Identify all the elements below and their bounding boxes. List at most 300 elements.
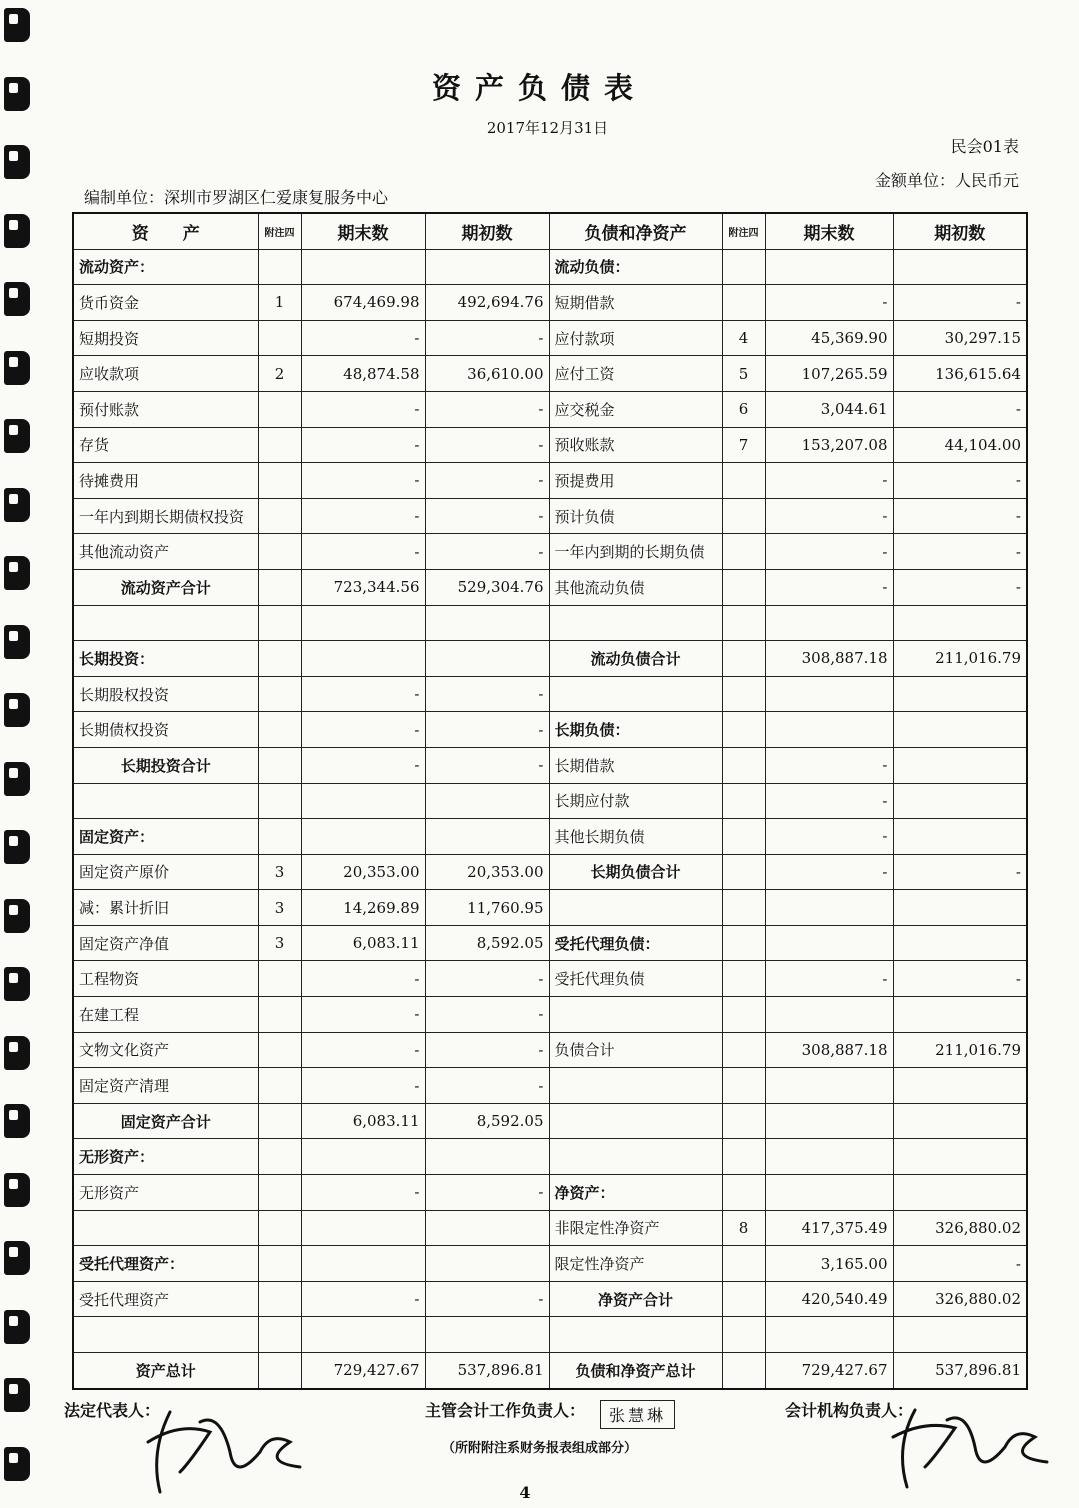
asset-begin-cell: 8,592.05	[425, 925, 549, 961]
liability-note-cell	[722, 819, 765, 855]
asset-end-cell: -	[301, 498, 425, 534]
liability-begin-cell	[893, 925, 1027, 961]
asset-name-cell: 长期股权投资	[73, 676, 258, 712]
binding-ring	[4, 351, 30, 385]
accounting-head-label: 主管会计工作负责人：	[425, 1401, 586, 1420]
asset-begin-cell	[425, 1317, 549, 1353]
liability-end-cell: 45,369.90	[765, 320, 893, 356]
asset-note-cell	[258, 1175, 301, 1211]
binding-ring	[4, 693, 30, 727]
binding-ring	[4, 1241, 30, 1275]
table-row	[73, 1175, 1027, 1211]
asset-begin-cell	[425, 783, 549, 819]
asset-note-cell	[258, 427, 301, 463]
liability-name-cell	[549, 997, 722, 1033]
asset-begin-cell	[425, 819, 549, 855]
table-row	[73, 783, 1027, 819]
table-row	[73, 1281, 1027, 1317]
liability-note-cell	[722, 1175, 765, 1211]
liability-end-cell	[765, 1139, 893, 1175]
asset-note-cell	[258, 605, 301, 641]
asset-note-cell	[258, 1353, 301, 1389]
table-row	[73, 641, 1027, 677]
liability-begin-cell: -	[893, 285, 1027, 321]
liability-name-cell: 应交税金	[549, 391, 722, 427]
liability-name-cell: 流动负债：	[549, 249, 722, 285]
liability-name-cell: 净资产：	[549, 1175, 722, 1211]
liability-note-cell	[722, 569, 765, 605]
asset-name-cell: 流动资产合计	[73, 569, 258, 605]
liability-note-cell	[722, 1139, 765, 1175]
liability-note-cell	[722, 783, 765, 819]
table-row	[73, 676, 1027, 712]
liability-name-cell: 短期借款	[549, 285, 722, 321]
liability-begin-cell: -	[893, 961, 1027, 997]
liability-name-cell: 长期负债：	[549, 712, 722, 748]
liability-note-cell: 7	[722, 427, 765, 463]
asset-note-cell	[258, 1246, 301, 1282]
asset-end-cell: -	[301, 427, 425, 463]
table-row	[73, 569, 1027, 605]
liability-name-cell: 预收账款	[549, 427, 722, 463]
page-title: 资产负债表	[431, 71, 647, 105]
asset-begin-cell: -	[425, 1032, 549, 1068]
asset-begin-cell: -	[425, 498, 549, 534]
liability-note-cell	[722, 854, 765, 890]
liability-end-cell: 3,044.61	[765, 391, 893, 427]
table-row	[73, 819, 1027, 855]
table-row	[73, 1210, 1027, 1246]
liability-end-cell: 729,427.67	[765, 1353, 893, 1389]
binding-ring	[4, 1310, 30, 1344]
asset-note-cell	[258, 498, 301, 534]
liability-begin-cell	[893, 997, 1027, 1033]
table-row	[73, 1068, 1027, 1104]
asset-begin-cell: 492,694.76	[425, 285, 549, 321]
asset-end-cell	[301, 783, 425, 819]
liability-end-cell: -	[765, 961, 893, 997]
liability-note-cell	[722, 641, 765, 677]
liability-note-cell	[722, 463, 765, 499]
liability-begin-cell: 136,615.64	[893, 356, 1027, 392]
binding-ring	[4, 556, 30, 590]
asset-note-cell: 2	[258, 356, 301, 392]
liability-name-cell: 其他长期负债	[549, 819, 722, 855]
liability-name-cell	[549, 1103, 722, 1139]
table-row	[73, 534, 1027, 570]
asset-begin-cell: -	[425, 1281, 549, 1317]
binding-ring	[4, 8, 30, 42]
liability-end-cell: -	[765, 747, 893, 783]
binding-ring	[4, 1104, 30, 1138]
liability-name-cell: 长期借款	[549, 747, 722, 783]
liability-name-cell: 限定性净资产	[549, 1246, 722, 1282]
liability-begin-cell: 326,880.02	[893, 1210, 1027, 1246]
table-row	[73, 1032, 1027, 1068]
asset-begin-cell: -	[425, 1175, 549, 1211]
footnote: （所附附注系财务报表组成部分）	[441, 1441, 637, 1456]
asset-note-cell	[258, 641, 301, 677]
asset-end-cell: 729,427.67	[301, 1353, 425, 1389]
binding-ring	[4, 625, 30, 659]
binding-ring	[4, 899, 30, 933]
liability-note-cell	[722, 712, 765, 748]
header-begin-balance: 期初数	[425, 213, 549, 249]
page-number: 4	[519, 1483, 531, 1502]
asset-note-cell	[258, 1210, 301, 1246]
asset-name-cell: 无形资产：	[73, 1139, 258, 1175]
asset-begin-cell: -	[425, 961, 549, 997]
liability-begin-cell	[893, 1139, 1027, 1175]
asset-name-cell	[73, 605, 258, 641]
liability-note-cell	[722, 605, 765, 641]
asset-begin-cell: -	[425, 391, 549, 427]
asset-name-cell: 其他流动资产	[73, 534, 258, 570]
liability-name-cell: 长期应付款	[549, 783, 722, 819]
liability-name-cell: 净资产合计	[549, 1281, 722, 1317]
liability-end-cell	[765, 712, 893, 748]
asset-begin-cell	[425, 1210, 549, 1246]
asset-end-cell: -	[301, 463, 425, 499]
asset-begin-cell: -	[425, 320, 549, 356]
table-row	[73, 391, 1027, 427]
liability-note-cell	[722, 249, 765, 285]
asset-end-cell: -	[301, 534, 425, 570]
asset-name-cell: 流动资产：	[73, 249, 258, 285]
asset-note-cell: 3	[258, 925, 301, 961]
asset-name-cell: 固定资产合计	[73, 1103, 258, 1139]
asset-name-cell: 长期投资合计	[73, 747, 258, 783]
table-row	[73, 463, 1027, 499]
binding-ring	[4, 1036, 30, 1070]
asset-note-cell	[258, 1139, 301, 1175]
liability-note-cell: 4	[722, 320, 765, 356]
liability-begin-cell	[893, 249, 1027, 285]
asset-name-cell: 长期投资：	[73, 641, 258, 677]
asset-end-cell: 48,874.58	[301, 356, 425, 392]
asset-note-cell	[258, 463, 301, 499]
table-row	[73, 961, 1027, 997]
liability-end-cell: 3,165.00	[765, 1246, 893, 1282]
asset-note-cell	[258, 391, 301, 427]
liability-end-cell	[765, 1068, 893, 1104]
table-row	[73, 747, 1027, 783]
asset-end-cell: 6,083.11	[301, 925, 425, 961]
asset-name-cell	[73, 1210, 258, 1246]
asset-end-cell	[301, 819, 425, 855]
balance-sheet-table	[72, 212, 1028, 1390]
asset-name-cell: 受托代理资产	[73, 1281, 258, 1317]
table-row	[73, 1139, 1027, 1175]
asset-note-cell	[258, 712, 301, 748]
asset-end-cell: -	[301, 1175, 425, 1211]
liability-name-cell: 受托代理负债：	[549, 925, 722, 961]
header-begin-balance-2: 期初数	[893, 213, 1027, 249]
header-note: 附注四	[258, 213, 301, 249]
liability-end-cell	[765, 676, 893, 712]
table-row	[73, 712, 1027, 748]
asset-end-cell: -	[301, 747, 425, 783]
header-note-2: 附注四	[722, 213, 765, 249]
liability-note-cell	[722, 1317, 765, 1353]
asset-note-cell	[258, 819, 301, 855]
liability-end-cell: -	[765, 783, 893, 819]
asset-begin-cell: -	[425, 997, 549, 1033]
liability-note-cell	[722, 1246, 765, 1282]
asset-end-cell: 723,344.56	[301, 569, 425, 605]
asset-name-cell: 减：累计折旧	[73, 890, 258, 926]
liability-note-cell	[722, 1281, 765, 1317]
asset-name-cell: 货币资金	[73, 285, 258, 321]
report-date: 2017年12月31日	[486, 119, 609, 137]
liability-begin-cell: -	[893, 391, 1027, 427]
asset-begin-cell	[425, 605, 549, 641]
liability-name-cell	[549, 676, 722, 712]
liability-note-cell	[722, 890, 765, 926]
legal-representative-label: 法定代表人：	[64, 1401, 161, 1420]
currency-unit: 金额单位：人民币元	[874, 171, 1019, 190]
asset-note-cell	[258, 569, 301, 605]
asset-name-cell	[73, 783, 258, 819]
liability-begin-cell	[893, 1103, 1027, 1139]
binding-ring	[4, 830, 30, 864]
liability-name-cell: 预计负债	[549, 498, 722, 534]
liability-note-cell	[722, 534, 765, 570]
asset-begin-cell	[425, 1246, 549, 1282]
asset-end-cell	[301, 1317, 425, 1353]
liability-end-cell: -	[765, 534, 893, 570]
liability-note-cell	[722, 1353, 765, 1389]
liability-begin-cell: -	[893, 1246, 1027, 1282]
header-liabilities: 负债和净资产	[549, 213, 722, 249]
asset-end-cell: -	[301, 961, 425, 997]
liability-name-cell	[549, 1317, 722, 1353]
table-row	[73, 997, 1027, 1033]
liability-end-cell: 308,887.18	[765, 641, 893, 677]
liability-begin-cell: -	[893, 569, 1027, 605]
asset-begin-cell: 8,592.05	[425, 1103, 549, 1139]
liability-begin-cell	[893, 819, 1027, 855]
liability-name-cell	[549, 890, 722, 926]
asset-begin-cell: 11,760.95	[425, 890, 549, 926]
asset-name-cell: 应收款项	[73, 356, 258, 392]
accounting-head-name-stamp: 张慧琳	[600, 1400, 675, 1429]
asset-begin-cell	[425, 641, 549, 677]
liability-begin-cell	[893, 1175, 1027, 1211]
asset-end-cell: 14,269.89	[301, 890, 425, 926]
liability-end-cell: -	[765, 819, 893, 855]
table-row	[73, 427, 1027, 463]
liability-name-cell	[549, 605, 722, 641]
liability-begin-cell	[893, 712, 1027, 748]
liability-begin-cell: 211,016.79	[893, 1032, 1027, 1068]
liability-end-cell: 420,540.49	[765, 1281, 893, 1317]
header-end-balance: 期末数	[301, 213, 425, 249]
asset-name-cell: 无形资产	[73, 1175, 258, 1211]
liability-name-cell: 预提费用	[549, 463, 722, 499]
liability-name-cell: 受托代理负债	[549, 961, 722, 997]
liability-begin-cell: -	[893, 463, 1027, 499]
table-row	[73, 498, 1027, 534]
liability-name-cell: 负债合计	[549, 1032, 722, 1068]
asset-end-cell: -	[301, 1032, 425, 1068]
liability-note-cell	[722, 747, 765, 783]
asset-begin-cell	[425, 1139, 549, 1175]
liability-begin-cell: 326,880.02	[893, 1281, 1027, 1317]
asset-end-cell: -	[301, 1281, 425, 1317]
asset-note-cell	[258, 961, 301, 997]
asset-begin-cell	[425, 249, 549, 285]
asset-note-cell	[258, 534, 301, 570]
liability-end-cell	[765, 997, 893, 1033]
asset-note-cell: 3	[258, 890, 301, 926]
liability-begin-cell: 44,104.00	[893, 427, 1027, 463]
asset-name-cell: 存货	[73, 427, 258, 463]
liability-begin-cell: -	[893, 498, 1027, 534]
asset-end-cell: 6,083.11	[301, 1103, 425, 1139]
preparing-entity: 编制单位：深圳市罗湖区仁爱康复服务中心	[84, 188, 389, 207]
asset-begin-cell: -	[425, 712, 549, 748]
liability-note-cell	[722, 498, 765, 534]
asset-note-cell	[258, 783, 301, 819]
liability-name-cell	[549, 1068, 722, 1104]
asset-note-cell: 1	[258, 285, 301, 321]
table-row	[73, 1103, 1027, 1139]
table-row	[73, 320, 1027, 356]
asset-end-cell	[301, 1210, 425, 1246]
liability-end-cell: -	[765, 569, 893, 605]
liability-end-cell: -	[765, 498, 893, 534]
asset-end-cell: 20,353.00	[301, 854, 425, 890]
liability-end-cell	[765, 1317, 893, 1353]
asset-end-cell	[301, 605, 425, 641]
liability-note-cell: 6	[722, 391, 765, 427]
liability-note-cell	[722, 676, 765, 712]
asset-name-cell: 固定资产原价	[73, 854, 258, 890]
liability-begin-cell	[893, 676, 1027, 712]
binding-ring	[4, 1378, 30, 1412]
table-row	[73, 1317, 1027, 1353]
binding-ring	[4, 762, 30, 796]
liability-begin-cell	[893, 747, 1027, 783]
table-row	[73, 890, 1027, 926]
asset-begin-cell: -	[425, 463, 549, 499]
asset-note-cell	[258, 747, 301, 783]
liability-end-cell: -	[765, 854, 893, 890]
liability-note-cell	[722, 1103, 765, 1139]
binding-ring	[4, 967, 30, 1001]
liability-note-cell	[722, 925, 765, 961]
asset-name-cell: 一年内到期长期债权投资	[73, 498, 258, 534]
asset-end-cell: -	[301, 712, 425, 748]
asset-name-cell: 受托代理资产：	[73, 1246, 258, 1282]
asset-end-cell: 674,469.98	[301, 285, 425, 321]
liability-begin-cell: -	[893, 534, 1027, 570]
liability-end-cell	[765, 605, 893, 641]
asset-note-cell	[258, 997, 301, 1033]
table-row	[73, 285, 1027, 321]
header-end-balance-2: 期末数	[765, 213, 893, 249]
asset-begin-cell: -	[425, 427, 549, 463]
liability-begin-cell	[893, 1317, 1027, 1353]
asset-note-cell	[258, 676, 301, 712]
asset-name-cell	[73, 1317, 258, 1353]
liability-end-cell: 308,887.18	[765, 1032, 893, 1068]
liability-name-cell: 应付工资	[549, 356, 722, 392]
liability-name-cell: 非限定性净资产	[549, 1210, 722, 1246]
asset-note-cell	[258, 249, 301, 285]
binding-ring	[4, 214, 30, 248]
liability-begin-cell: 211,016.79	[893, 641, 1027, 677]
binding-ring	[4, 282, 30, 316]
asset-name-cell: 短期投资	[73, 320, 258, 356]
liability-begin-cell	[893, 1068, 1027, 1104]
asset-note-cell	[258, 320, 301, 356]
asset-end-cell: -	[301, 320, 425, 356]
binding-ring	[4, 419, 30, 453]
asset-begin-cell: -	[425, 676, 549, 712]
form-number: 民会01表	[950, 137, 1019, 156]
asset-name-cell: 长期债权投资	[73, 712, 258, 748]
liability-name-cell: 其他流动负债	[549, 569, 722, 605]
asset-end-cell	[301, 1139, 425, 1175]
table-row	[73, 925, 1027, 961]
asset-note-cell	[258, 1281, 301, 1317]
liability-end-cell: 153,207.08	[765, 427, 893, 463]
asset-name-cell: 固定资产净值	[73, 925, 258, 961]
binding-ring	[4, 145, 30, 179]
asset-name-cell: 资产总计	[73, 1353, 258, 1389]
table-header-row	[73, 213, 1027, 249]
table-row	[73, 854, 1027, 890]
table-row	[73, 1246, 1027, 1282]
asset-name-cell: 固定资产：	[73, 819, 258, 855]
liability-begin-cell: 537,896.81	[893, 1353, 1027, 1389]
liability-end-cell	[765, 890, 893, 926]
asset-begin-cell: -	[425, 1068, 549, 1104]
liability-name-cell: 应付款项	[549, 320, 722, 356]
liability-end-cell: -	[765, 285, 893, 321]
liability-note-cell: 8	[722, 1210, 765, 1246]
liability-note-cell	[722, 1068, 765, 1104]
table-row	[73, 356, 1027, 392]
asset-begin-cell: 529,304.76	[425, 569, 549, 605]
liability-end-cell: 107,265.59	[765, 356, 893, 392]
liability-name-cell: 流动负债合计	[549, 641, 722, 677]
asset-end-cell: -	[301, 997, 425, 1033]
liability-begin-cell: -	[893, 854, 1027, 890]
liability-begin-cell	[893, 783, 1027, 819]
asset-end-cell	[301, 1246, 425, 1282]
liability-begin-cell	[893, 890, 1027, 926]
table-row	[73, 1353, 1027, 1389]
liability-note-cell	[722, 1032, 765, 1068]
liability-end-cell	[765, 1103, 893, 1139]
liability-name-cell: 一年内到期的长期负债	[549, 534, 722, 570]
liability-end-cell	[765, 1175, 893, 1211]
binding-ring	[4, 1173, 30, 1207]
liability-end-cell: 417,375.49	[765, 1210, 893, 1246]
liability-note-cell: 5	[722, 356, 765, 392]
asset-name-cell: 预付账款	[73, 391, 258, 427]
table-row	[73, 605, 1027, 641]
asset-end-cell	[301, 641, 425, 677]
asset-name-cell: 待摊费用	[73, 463, 258, 499]
asset-end-cell: -	[301, 391, 425, 427]
liability-name-cell: 负债和净资产总计	[549, 1353, 722, 1389]
liability-end-cell	[765, 925, 893, 961]
asset-note-cell	[258, 1068, 301, 1104]
